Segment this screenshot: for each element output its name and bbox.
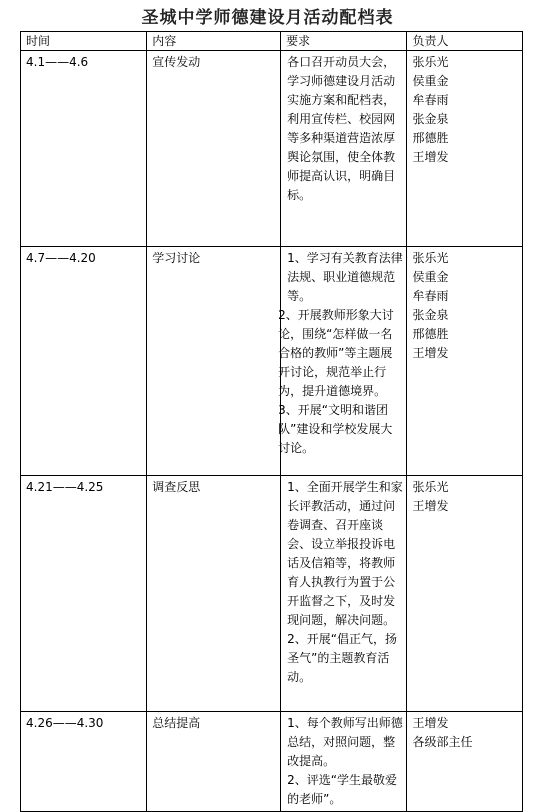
owner-name: 张金泉 bbox=[412, 308, 449, 322]
document-title: 圣城中学师德建设月活动配档表 bbox=[141, 8, 394, 28]
owner-name: 邢德胜 bbox=[412, 327, 449, 341]
cell-time: 4.26——4.30 bbox=[21, 712, 147, 812]
owner-name: 各级部主任 bbox=[412, 735, 473, 749]
cell-time: 4.1——4.6 bbox=[21, 51, 147, 247]
cell-owners bbox=[407, 51, 523, 247]
table-row bbox=[21, 51, 523, 247]
owner-name: 张乐光 bbox=[412, 55, 449, 69]
cell-requirements bbox=[281, 51, 407, 247]
requirement-item: 2、开展教师形象大讨论，围绕“怎样做一名合格的教师”等主题展开讨论，规范举止行为，提升道德境界。 bbox=[278, 308, 394, 398]
cell-time: 4.7——4.20 bbox=[21, 247, 147, 476]
table-row bbox=[21, 247, 523, 476]
owner-name: 张乐光 bbox=[412, 251, 449, 265]
requirement-item: 2、评选“学生最敬爱的老师”。 bbox=[287, 773, 398, 806]
header-requirements: 要求 bbox=[281, 32, 407, 51]
header-owner: 负责人 bbox=[407, 32, 523, 51]
owner-name: 张乐光 bbox=[412, 480, 449, 494]
table-header-row bbox=[21, 32, 523, 51]
cell-content: 学习讨论 bbox=[147, 247, 281, 476]
owner-name: 邢德胜 bbox=[412, 131, 449, 145]
cell-content: 调查反思 bbox=[147, 476, 281, 712]
requirement-item: 1、每个教师写出师德总结，对照问题，整改提高。 bbox=[287, 716, 403, 768]
cell-requirements bbox=[281, 476, 407, 712]
cell-owners bbox=[407, 476, 523, 712]
requirement-item: 1、学习有关教育法律法规、职业道德规范等。 bbox=[287, 251, 403, 303]
cell-requirements bbox=[278, 247, 407, 476]
header-time: 时间 bbox=[21, 32, 147, 51]
requirement-item: 3、开展“文明和谐团队”建设和学校发展大讨论。 bbox=[278, 403, 393, 455]
owner-name: 侯重金 bbox=[412, 74, 449, 88]
cell-owners bbox=[407, 247, 523, 476]
owner-name: 侯重金 bbox=[412, 270, 449, 284]
cell-time: 4.21——4.25 bbox=[21, 476, 147, 712]
table-row bbox=[21, 712, 523, 812]
schedule-table bbox=[20, 31, 523, 812]
owner-name: 张金泉 bbox=[412, 112, 449, 126]
owner-name: 王增发 bbox=[412, 346, 449, 360]
requirement-item: 各口召开动员大会，学习师德建设月活动实施方案和配档表，利用宣传栏、校园网等多种渠道营造浓厚舆论氛围，使全体教师提高认识，明确目标。 bbox=[287, 55, 396, 202]
cell-content: 总结提高 bbox=[147, 712, 281, 812]
table-row bbox=[21, 476, 523, 712]
header-content: 内容 bbox=[147, 32, 281, 51]
owner-name: 王增发 bbox=[412, 499, 449, 513]
owner-name: 牟春雨 bbox=[412, 289, 449, 303]
owner-name: 王增发 bbox=[412, 150, 449, 164]
owner-name: 王增发 bbox=[412, 716, 449, 730]
owner-name: 牟春雨 bbox=[412, 93, 449, 107]
requirement-item: 1、全面开展学生和家长评教活动，通过问卷调查、召开座谈会、设立举报投诉电话及信箱等，将教师育人执教行为置于公开监督之下，及时发现问题，解决问题。 bbox=[287, 480, 403, 627]
cell-content: 宣传发动 bbox=[147, 51, 281, 247]
cell-requirements bbox=[281, 712, 407, 812]
requirement-item: 2、开展“倡正气，扬圣气”的主题教育活动。 bbox=[287, 632, 398, 684]
cell-owners bbox=[407, 712, 523, 812]
